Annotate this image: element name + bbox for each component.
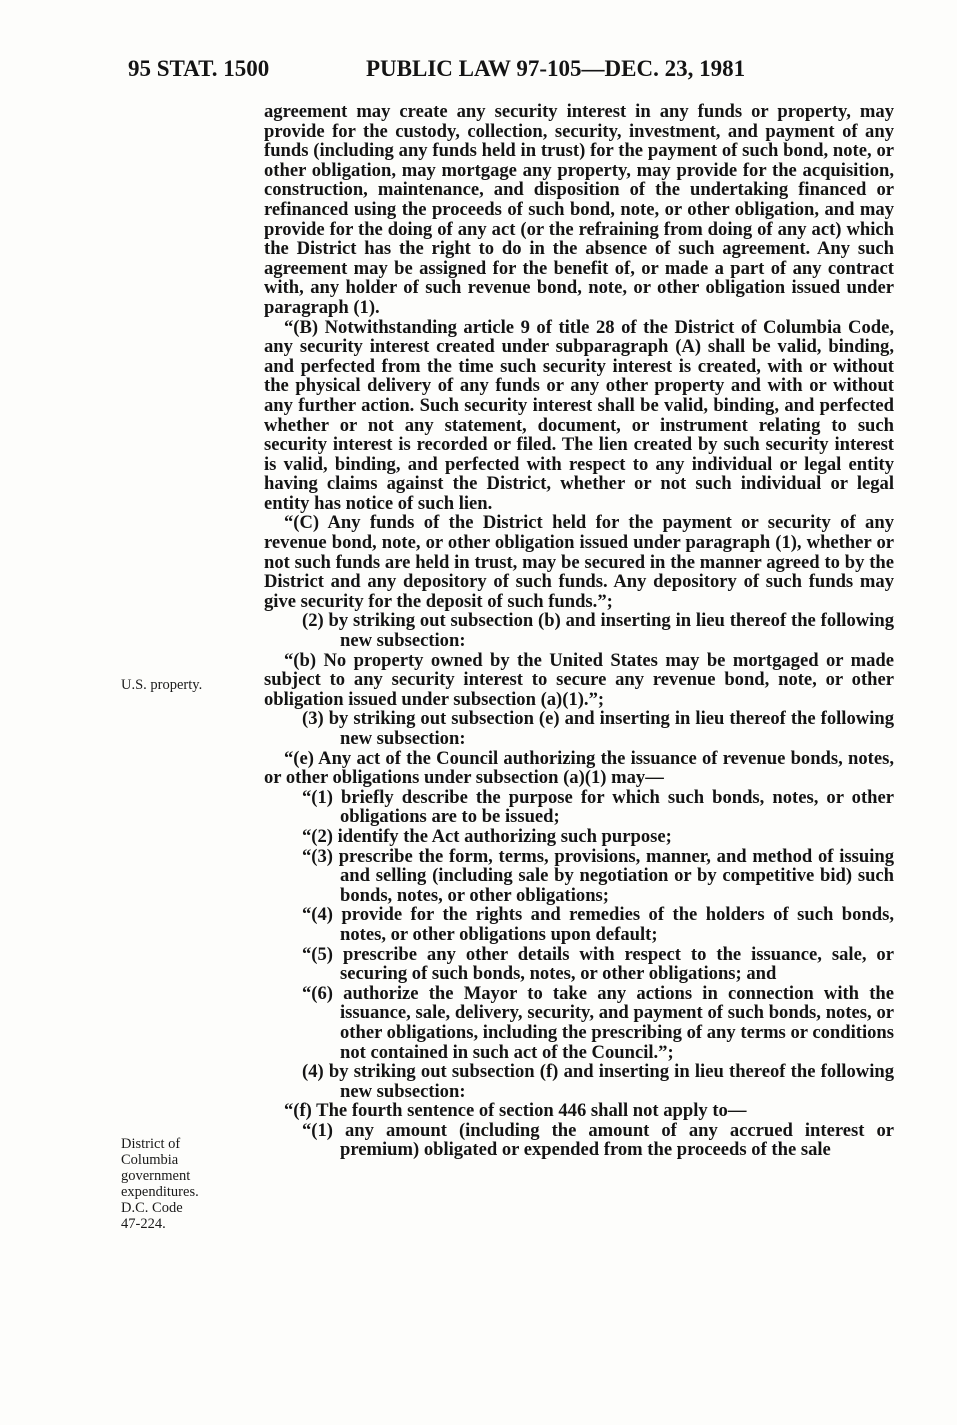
paragraph-e-item-1: “(1) briefly describe the purpose for which such bonds, notes, or other obligations are to be issued; [302, 786, 894, 828]
margin-note-dc-expenditures [121, 1136, 199, 1232]
paragraph-e-item-3: “(3) prescribe the form, terms, provisions, manner, and method of issuing and selling (including sale by negotiation or by competitive bid) such bonds, notes, or other obligations; [302, 845, 894, 906]
margin-note-line: government [121, 1168, 191, 1184]
public-law-title: PUBLIC LAW 97-105—DEC. 23, 1981 [366, 56, 746, 81]
statute-body-text [264, 102, 894, 1160]
margin-note-us-property: U.S. property. [121, 677, 203, 693]
paragraph-f-item-1: “(1) any amount (including the amount of any accrued interest or premium) obligated or expended from the proceeds of the sale [302, 1119, 894, 1161]
paragraph-subparagraph-c: “(C) Any funds of the District held for the payment or security of any revenue bond, note, or other obligation issued under paragraph (1), whether or not such funds are held in trust, may be secured in the manner agreed to by the District and any depository of such funds. Any depository of such funds may give security for the deposit of such funds.”; [264, 512, 894, 612]
paragraph-e-item-5: “(5) prescribe any other details with respect to the issuance, sale, or securing of such bonds, notes, or other obligations; and [302, 943, 894, 985]
paragraph-amendment-4: (4) by striking out subsection (f) and inserting in lieu thereof the following new subsection: [302, 1061, 894, 1102]
paragraph-subsection-e: “(e) Any act of the Council authorizing the issuance of revenue bonds, notes, or other obligations under subsection (a)(1) may— [264, 747, 894, 789]
paragraph-amendment-3: (3) by striking out subsection (e) and inserting in lieu thereof the following new subsection: [302, 708, 894, 749]
margin-note-line: expenditures. [121, 1184, 199, 1200]
margin-note-line: Columbia [121, 1152, 179, 1168]
margin-note-line: 47-224. [121, 1216, 166, 1232]
paragraph-e-item-6: “(6) authorize the Mayor to take any actions in connection with the issuance, sale, delivery, security, and payment of such bonds, notes, or other obligations, including the prescribing of any terms or conditions not contained in such act of the Council.”; [302, 982, 894, 1063]
margin-note-line: D.C. Code [121, 1200, 183, 1216]
margin-note-line: District of [121, 1136, 181, 1152]
paragraph-subsection-b: “(b) No property owned by the United States may be mortgaged or made subject to any security interest to secure any revenue bond, note, or other obligation issued under subsection (a)(1).”; [264, 649, 894, 710]
paragraph-e-item-2: “(2) identify the Act authorizing such purpose; [302, 825, 672, 847]
paragraph-subparagraph-b: “(B) Notwithstanding article 9 of title 28 of the District of Columbia Code, any security interest created under subparagraph (A) shall be valid, binding, and perfected from the time such security interest is created, with or without the physical delivery of any funds or any other property and with or without any further action. Such security interest shall be valid, binding, and perfected whether or not any statement, document, or instrument relating to such security interest is recorded or filed. The lien created by such security interest is valid, binding, and perfected with respect to any individual or legal entity having claims against the District, whether or not such individual or legal entity has notice of such lien. [264, 316, 894, 514]
paragraph-subsection-f: “(f) The fourth sentence of section 446 shall not apply to— [284, 1100, 747, 1122]
paragraph-amendment-2: (2) by striking out subsection (b) and inserting in lieu thereof the following new subsection: [302, 610, 894, 652]
paragraph-agreement-continued: agreement may create any security interest in any funds or property, may provide for the custody, collection, security, investment, and payment of any funds (including any funds held in trust) for the payment of such bond, note, or other obligation, may mortgage any property, may provide for the acquisition, construction, maintenance, and disposition of the undertaking financed or refinanced using the proceeds of such bond, note, or other obligation, and may provide for the doing of any act (or the refraining from doing of any act) which the District has the right to do in the absence of such agreement. Any such agreement may be assigned for the benefit of, or made a part of any contract with, any holder of such revenue bond, note, or other obligation issued under paragraph (1). [264, 101, 894, 318]
paragraph-e-item-4: “(4) provide for the rights and remedies of the holders of such bonds, notes, or other obligations upon default; [302, 904, 894, 945]
statute-page-number: 95 STAT. 1500 [128, 56, 270, 81]
